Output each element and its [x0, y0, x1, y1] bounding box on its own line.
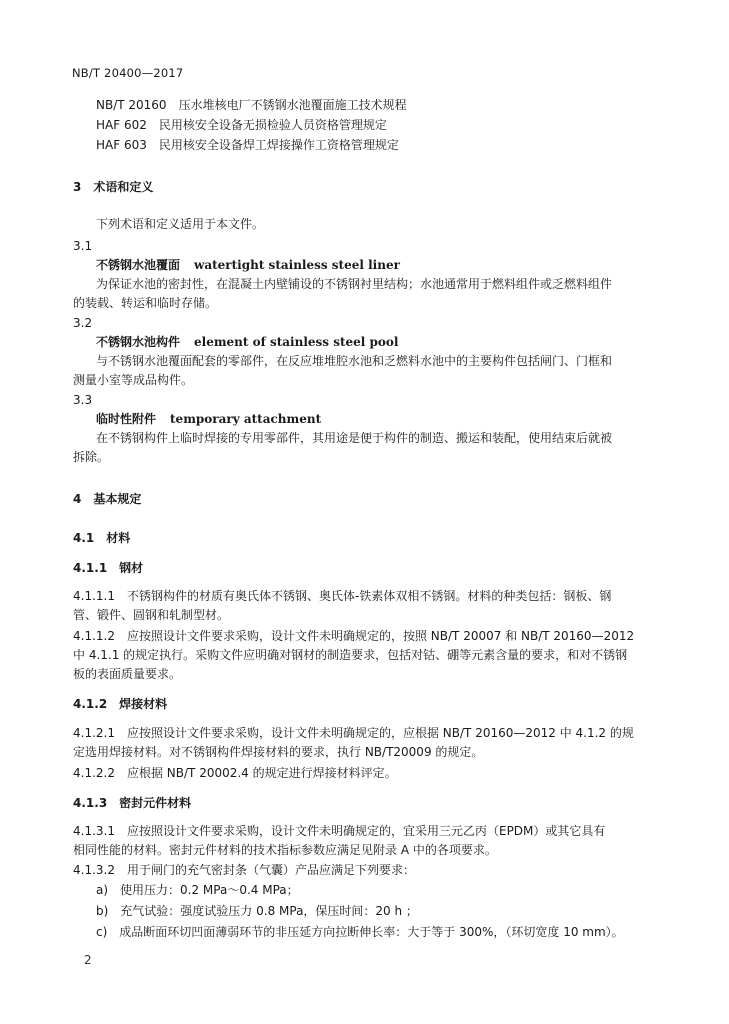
- term-3-1-number: 3.1: [73, 239, 93, 253]
- term-3-3-cn: 临时性附件: [96, 412, 157, 426]
- clause-4-1-2-2: 4.1.2.2 应根据 NB/T 20002.4 的规定进行焊接材料评定。: [73, 766, 397, 780]
- reference-item: NB/T 20160 压水堆核电厂不锈钢水池覆面施工技术规程: [96, 98, 407, 112]
- reference-item: HAF 603 民用核安全设备焊工焊接操作工资格管理规定: [96, 138, 399, 152]
- term-3-3-en: temporary attachment: [170, 412, 322, 426]
- term-3-3-title: [96, 411, 321, 427]
- list-item: b) 充气试验：强度试验压力 0.8 MPa，保压时间：20 h ；: [96, 904, 418, 918]
- term-3-1-title: [96, 257, 400, 273]
- term-3-3-definition: 拆除。: [73, 450, 110, 464]
- term-3-2-en: element of stainless steel pool: [194, 335, 399, 349]
- section-3-heading: 3 术语和定义: [73, 180, 154, 194]
- clause-4-1-1-1-cont: 管、锻件、圆钢和轧制型材。: [73, 608, 230, 622]
- clause-4-1-3-1-cont: 相同性能的材料。密封元件材料的技术指标参数应满足见附录 A 中的各项要求。: [73, 843, 497, 857]
- clause-4-1-1-2-cont: 板的表面质量要求。: [73, 667, 182, 681]
- section-4-1-1-heading: 4.1.1 钢材: [73, 561, 144, 575]
- section-4-1-3-heading: 4.1.3 密封元件材料: [73, 796, 192, 810]
- section-4-heading: 4 基本规定: [73, 492, 142, 506]
- clause-4-1-1-1: 4.1.1.1 不锈钢构件的材质有奥氏体不锈钢、奥氏体-铁素体双相不锈钢。材料的种类包括：钢板、钢: [73, 589, 612, 603]
- section-3-intro: 下列术语和定义适用于本文件。: [96, 217, 265, 231]
- term-3-1-definition: 为保证水池的密封性，在混凝土内壁铺设的不锈钢衬里结构；水池通常用于燃料组件或乏燃料组件: [96, 277, 613, 291]
- standard-code: NB/T 20400—2017: [72, 66, 184, 80]
- term-3-1-en: watertight stainless steel liner: [194, 258, 400, 272]
- term-3-2-cn: 不锈钢水池构件: [96, 335, 181, 349]
- clause-4-1-2-1-cont: 定选用焊接材料。对不锈钢构件焊接材料的要求，执行 NB/T20009 的规定。: [73, 745, 484, 759]
- clause-4-1-3-2: 4.1.3.2 用于闸门的充气密封条（气囊）产品应满足下列要求：: [73, 863, 415, 877]
- reference-item: HAF 602 民用核安全设备无损检验人员资格管理规定: [96, 118, 387, 132]
- list-item: c) 成品断面环切凹面薄弱环节的非压延方向拉断伸长率：大于等于 300%，（环切宽度 10 mm）。: [96, 925, 624, 939]
- page-number: 2: [84, 953, 92, 967]
- section-4-1-heading: 4.1 材料: [73, 531, 131, 545]
- term-3-1-definition: 的装载、转运和临时存储。: [73, 296, 218, 310]
- term-3-1-cn: 不锈钢水池覆面: [96, 258, 181, 272]
- term-3-2-number: 3.2: [73, 316, 93, 330]
- term-3-3-definition: 在不锈钢构件上临时焊接的专用零部件，其用途是便于构件的制造、搬运和装配，使用结束后就被: [96, 431, 613, 445]
- list-item: a) 使用压力：0.2 MPa～0.4 MPa；: [96, 883, 299, 897]
- term-3-2-title: [96, 334, 398, 350]
- clause-4-1-1-2-cont: 中 4.1.1 的规定执行。采购文件应明确对钢材的制造要求，包括对钴、硼等元素含量的要求，和对不锈钢: [73, 648, 628, 662]
- term-3-2-definition: 与不锈钢水池覆面配套的零部件，在反应堆堆腔水池和乏燃料水池中的主要构件包括闸门、门框和: [96, 354, 613, 368]
- term-3-2-definition: 测量小室等成品构件。: [73, 373, 194, 387]
- clause-4-1-2-1: 4.1.2.1 应按照设计文件要求采购，设计文件未明确规定的，应根据 NB/T 20160—2012 中 4.1.2 的规: [73, 726, 634, 740]
- clause-4-1-1-2: 4.1.1.2 应按照设计文件要求采购，设计文件未明确规定的，按照 NB/T 20007 和 NB/T 20160—2012: [73, 629, 635, 643]
- term-3-3-number: 3.3: [73, 393, 93, 407]
- clause-4-1-3-1: 4.1.3.1 应按照设计文件要求采购，设计文件未明确规定的，宜采用三元乙丙（EPDM）或其它具有: [73, 824, 606, 838]
- section-4-1-2-heading: 4.1.2 焊接材料: [73, 697, 168, 711]
